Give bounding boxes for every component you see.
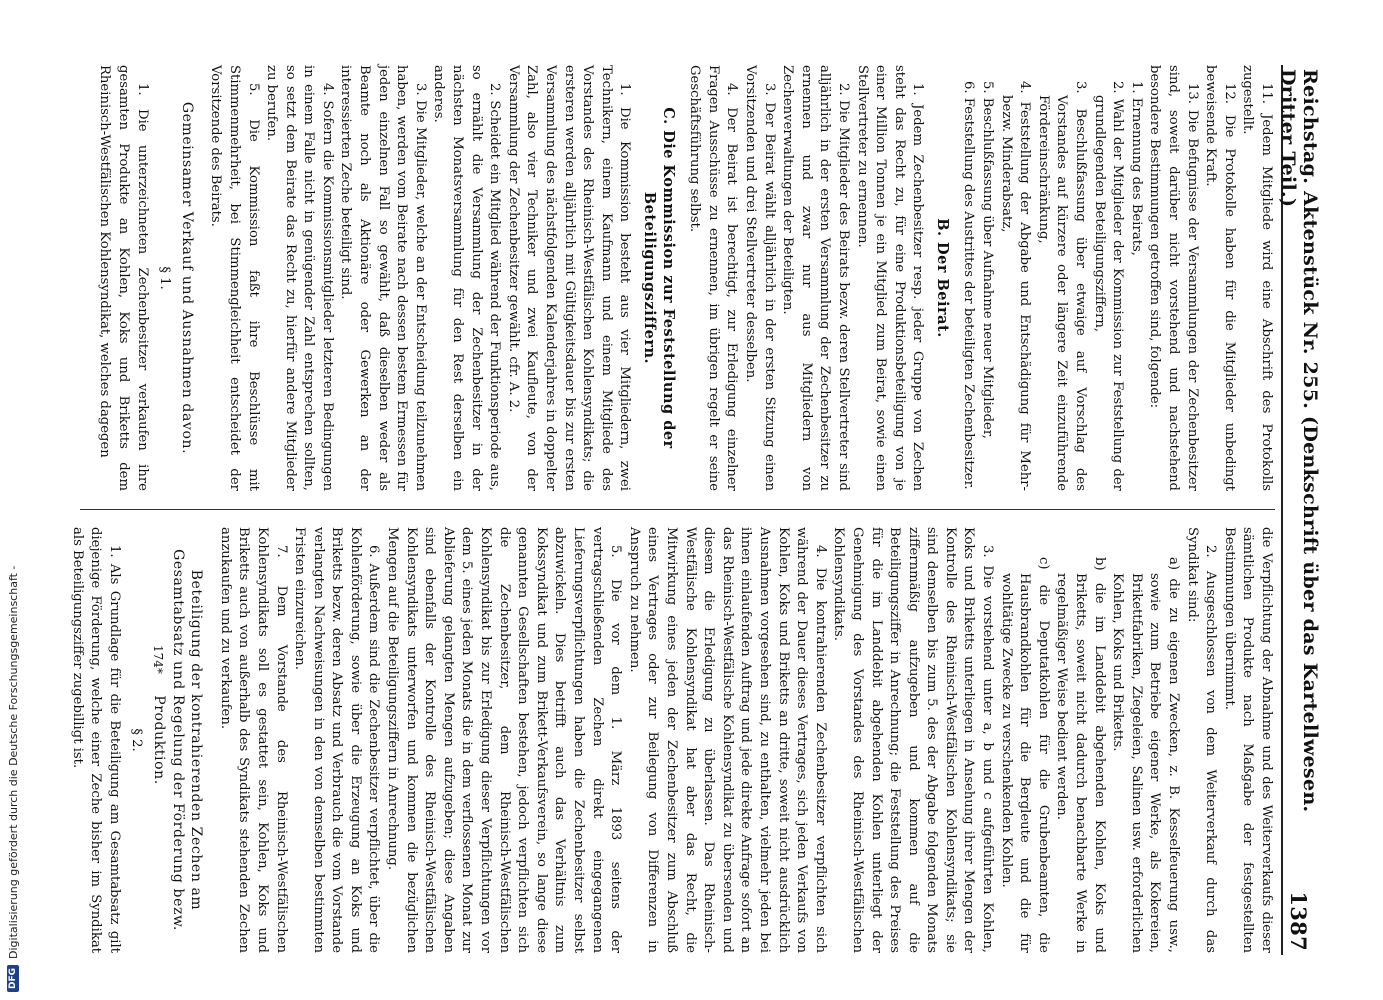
section-number: § 1. — [157, 266, 173, 290]
paragraph: 12. Die Protokolle haben für die Mitglieder unbedingt beweisende Kraft. — [1203, 65, 1237, 491]
paragraph: 1. Die unterzeichneten Zechenbesitzer verkaufen ihre gesamten Produkte an Kohlen, Koks und Briketts dem Rheinisch-Westfälischen Kohlensyndikat, welches dagegen — [97, 65, 150, 491]
paragraph: 3. Der Beirat wählt alljährlich in der ersten Sitzung einen Vorsitzenden und drei Stellvertreter desselben. — [742, 65, 777, 491]
list-item: 1. Ernennung des Beirats, — [1128, 81, 1144, 256]
paragraph: 6. Außerdem sind die Zechenbesitzer verpflichtet, über die Kohlenförderung, sowie über die Erzeugung an Koks und Briketts bezw. deren Absatz und Verbrauch die vom Vorstande verlangten Nachweisungen in den von demselben bestimmten Fristen einzureichen. — [292, 527, 382, 953]
paragraph: 2. Ausgeschlossen von dem Weiterverkauf durch das Syndikat sind: — [1184, 527, 1219, 953]
paragraph: 5. Die Kommission faßt ihre Beschlüsse mit Stimmenmehrheit, bei Stimmengleichheit entscheidet der Vorsitzende des Beirats. — [208, 65, 261, 491]
list-item: 4. Feststellung der Abgabe und Entschädigung für Mehr- bezw. Minderabsatz, — [998, 81, 1033, 491]
document-page — [69, 65, 1321, 955]
list-item: b) die im Landdebit abgehenden Kohlen, Koks und Briketts, soweit nicht dadurch benachbarte Werke in regelmäßiger Weise bedient werden. — [1054, 557, 1107, 953]
header-title: Reichstag. Aktenstück Nr. 255. (Denkschrift über das Kartellwesen. Dritter Teil.) — [1277, 69, 1321, 813]
section-heading-c: C. Die Kommission zur Feststellung der Beteiligungsziffern. — [641, 107, 677, 449]
paragraph: 3. Die Mitglieder, welche an der Entscheidung teilzunehmen haben, werden vom Beirate nach dessen bestem Ermessen für jeden einzelnen Fall so gewählt, daß dieselben weder als Beamte noch als Aktionäre oder Gewerken an der interessierten Zeche beteiligt sind. — [338, 65, 428, 491]
paragraph: 2. Die Mitglieder des Beirats bezw. deren Stellvertreter sind alljährlich in der ersten Versammlung der Zechenbesitzer zu ernennen und zwar nur aus Mitgliedern von Zechenverwaltungen der Beteiligten. — [780, 65, 851, 491]
paragraph: 5. Die vor dem 1. März 1893 seitens der vertragschließenden Zechen direkt eingegangenen Lieferungsverpflichtungen haben die Zechenbesitzer selbst abzuwickeln. Dies betrifft auch das Verhältnis zum Kokssyndikat und zum Brikett-Verkaufsverein, so lange diese genannten Gesellschaften bestehen, jedoch verpflichten sich die Zechenbesitzer, dem Rheinisch-Westfälischen Kohlensyndikat bis zur Erledigung dieser Verpflichtungen vor dem 5. eines jeden Monats die in dem verflossenen Monat zur Ablieferung gelangten Mengen aufzugeben; diese Angaben sind ebenfalls der Kontrolle des Rheinisch-Westfälischen Kohlensyndikats unterworfen und kommen die bezüglichen Mengen auf die Beteiligungsziffern in Anrechnung. — [385, 527, 624, 953]
paragraph: 4. Sofern die Kommissionsmitglieder letzteren Bedingungen in einem Falle nicht in genügender Zahl entsprechen sollten, so setzt dem Beirate das Recht zu, hierfür andere Mitglieder zu berufen. — [264, 65, 335, 491]
paragraph: 4. Die kontrahierenden Zechenbesitzer verpflichten sich während der Dauer dieses Vertrages, sich jeden Verkaufs von Kohlen, Koks und Briketts an dritte, soweit nicht ausdrücklich Ausnahmen vorgesehen sind, zu enthalten, vielmehr jeden bei ihnen einlaufenden Auftrag und jede direkte Anfrage sofort an das Rheinisch-Westfälische Kohlensyndikat zu übersenden und diesem die Erledigung zu überlassen. Das Rheinisch-Westfälische Kohlensyndikat hat aber das Recht, die Mitwirkung eines jeden der Zechenbesitzer zum Abschluß eines Vertrages oder zur Beilegung von Differenzen in Anspruch zu nehmen. — [626, 527, 828, 953]
paragraph: 1. Jedem Zechenbesitzer resp. jeder Gruppe von Zechen steht das Recht zu, für eine Produktionsbeteiligung von je einer Million Tonnen je ein Mitglied zum Beirat, sowie einen Stellvertreter zu ernennen. — [854, 65, 926, 491]
left-column — [80, 65, 1275, 491]
paragraph: 13. Die Befugnisse der Versammlungen der Zechenbesitzer sind, soweit darüber nicht vorstehend und nachstehend besondere Bestimmungen getroffen sind, folgende: — [1147, 65, 1200, 491]
section-heading: Beteiligung der kontrahierenden Zechen am Gesamtabsatz und Regelung der Förderung bezw. Produktion. — [150, 549, 205, 931]
list-item: 3. Beschlußfassung über etwaige auf Vorschlag des Vorstandes auf kürzere oder längere Zeit einzuführende Fördereinschränkung, — [1035, 81, 1089, 491]
paragraph: 1. Als Grundlage für die Beteiligung am Gesamtabsatz gilt diejenige Förderung, welche einer Zeche bisher im Syndikat als Beteiligungsziffer zugebilligt ist. — [69, 527, 122, 953]
paragraph: die Verpflichtung der Abnahme und des Weiterverkaufs dieser sämtlichen Produkte nach Maßgabe der festgestellten Bestimmungen übernimmt. — [1221, 527, 1274, 953]
section-number: § 2. — [129, 728, 145, 752]
paragraph: 3. Die vorstehend unter a, b und c aufgeführten Kohlen, Koks und Briketts unterliegen in Ansehung ihrer Mengen der Kontrolle des Rheinisch-Westfälischen Kohlensyndikats; sie sind demselben bis zum 5. des der Abgabe folgenden Monats ziffernmäßig aufzugeben und kommen auf die Beteiligungsziffer in Anrechnung; die Feststellung des Preises für die im Landdebit abgehenden Kohlen unterliegt der Genehmigung des Vorstandes des Rheinisch-Westfälischen Kohlensyndikats. — [831, 527, 996, 953]
page-header — [1277, 65, 1321, 955]
section-heading-b: B. Der Beirat. — [933, 218, 951, 338]
paragraph: 1. Die Kommission besteht aus vier Mitgliedern, zwei Technikern, einem Kaufmann und einem Mitgliede des Vorstandes des Rheinisch-Westfälischen Kohlensyndikats; die ersteren werden alljährlich mit Gültigkeitsdauer bis zur ersten Versammlung des nächstfolgenden Kalenderjahres in doppelter Zahl, also vier Techniker und zwei Kaufleute, von der Versammlung der Zechenbesitzer gewählt. cfr. A. 2. — [505, 65, 633, 492]
list-item: 5. Beschlußfassung über Aufnahme neuer Mitglieder, — [980, 81, 996, 439]
paragraph: 2. Scheidet ein Mitglied während der Funktionsperiode aus, so ernählt die Versammlung der Zechenbesitzer in der nächsten Monatsversammlung für den Rest derselben ein anderes. — [431, 65, 503, 491]
right-column — [69, 527, 1275, 953]
digitization-credit — [0, 0, 26, 1000]
column-divider — [80, 509, 1275, 510]
paragraph: 11. Jedem Mitgliede wird eine Abschrift des Protokolls zugestellt. — [1240, 65, 1274, 491]
list-item: c) die Deputatkohlen für die Grubenbeamten, die Hausbrandkohlen für die Bergleute und die für wohltätige Zwecke zu verschenkenden Kohlen. — [998, 557, 1051, 953]
dfg-logo: DFG — [7, 965, 19, 992]
section-heading-d: Gemeinsamer Verkauf und Ausnahmen davon. — [178, 101, 195, 455]
signature-mark: 174* — [151, 645, 165, 674]
list-item: a) die zu eigenen Zwecken, z. B. Kesselfeuerung usw., sowie zum Betriebe eigener Werke, als Kokereien, Brikettfabriken, Ziegeleien, Salinen usw. erforderlichen Kohlen, Koks und Briketts. — [1110, 557, 1182, 953]
list-item: 2. Wahl der Mitglieder der Kommission zur Feststellung der grundlegenden Beteiligungsziffern, — [1091, 81, 1126, 491]
page-number: 1387 — [1286, 891, 1312, 951]
credit-text: Digitalisierung gefördert durch die Deutsche Forschungsgemeinschaft - — [6, 565, 20, 959]
list-item: 6. Feststellung des Austrittes der beteiligten Zechenbesitzer. — [961, 81, 977, 490]
paragraph: 7. Dem Vorstande des Rheinisch-Westfälischen Kohlensyndikats soll es gestattet sein, Kohlen, Koks und Briketts auch von außerhalb des Syndikats stehenden Zechen anzukaufen und zu verkaufen. — [217, 527, 289, 953]
paragraph: 4. Der Beirat ist berechtigt, zur Erledigung einzelner Fragen Ausschüsse zu ernennen, im übrigen regelt er seine Geschäftsführung selbst. — [687, 65, 740, 491]
